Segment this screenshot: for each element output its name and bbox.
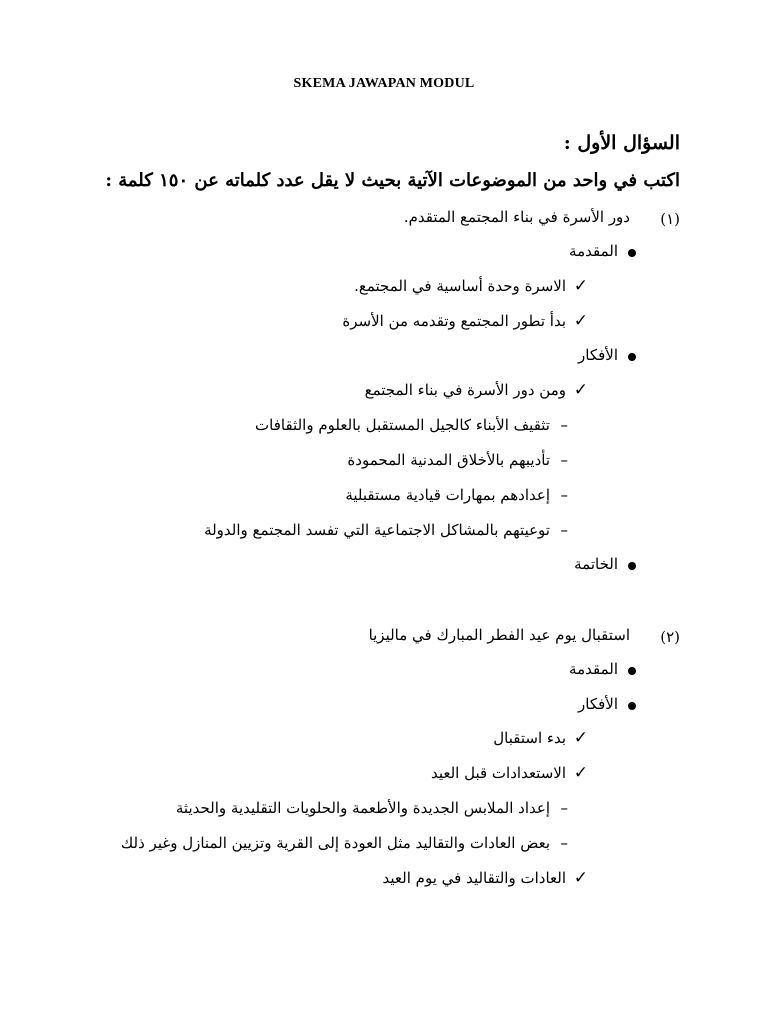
topic-1-intro-point-2: بدأ تطور المجتمع وتقدمه من الأسرة bbox=[342, 312, 566, 330]
topic-1-ideas-subpoint-1: تثقيف الأبناء كالجيل المستقبل بالعلوم والثقافات bbox=[255, 416, 550, 434]
topic-1-title: دور الأسرة في بناء المجتمع المتقدم. bbox=[403, 208, 630, 226]
topic-2-point-3: العادات والتقاليد في يوم العيد bbox=[382, 869, 566, 887]
dash-icon: – bbox=[560, 834, 568, 852]
dash-icon: – bbox=[560, 416, 568, 434]
topic-1-intro-point-1: الاسرة وحدة أساسية في المجتمع. bbox=[354, 277, 566, 295]
check-icon: ✓ bbox=[573, 311, 588, 331]
check-icon: ✓ bbox=[573, 868, 588, 888]
topic-2-subpoint-2: بعض العادات والتقاليد مثل العودة إلى القرية وتزيين المنازل وغير ذلك bbox=[120, 834, 550, 852]
bullet-icon bbox=[628, 562, 636, 570]
topic-1-ideas-point: ومن دور الأسرة في بناء المجتمع bbox=[364, 381, 566, 399]
topic-2-title: استقبال يوم عيد الفطر المبارك في ماليزيا bbox=[368, 626, 630, 644]
check-icon: ✓ bbox=[573, 763, 588, 783]
topic-2-point-1: بدء استقبال bbox=[493, 729, 566, 747]
topic-2-intro-label: المقدمة bbox=[569, 660, 618, 678]
bullet-icon bbox=[628, 702, 636, 710]
dash-icon: – bbox=[560, 451, 568, 469]
topic-2-number: (٢) bbox=[660, 628, 680, 646]
topic-1-ideas-label: الأفكار bbox=[578, 346, 618, 364]
bullet-icon bbox=[628, 667, 636, 675]
topic-2-point-2: الاستعدادات قبل العيد bbox=[430, 764, 566, 782]
topic-1-conclusion-label: الخاتمة bbox=[574, 555, 618, 573]
topic-2-subpoint-1: إعداد الملابس الجديدة والأطعمة والحلويات التقليدية والحديثة bbox=[175, 799, 550, 817]
topic-2-ideas-label: الأفكار bbox=[578, 695, 618, 713]
bullet-icon bbox=[628, 249, 636, 257]
topic-1-ideas-subpoint-2: تأديبهم بالأخلاق المدنية المحمودة bbox=[347, 451, 550, 469]
dash-icon: – bbox=[560, 799, 568, 817]
topic-1-number: (١) bbox=[660, 210, 680, 228]
question-heading: السؤال الأول : bbox=[563, 132, 680, 154]
topic-1-ideas-subpoint-4: توعيتهم بالمشاكل الاجتماعية التي تفسد المجتمع والدولة bbox=[204, 521, 550, 539]
topic-1-ideas-subpoint-3: إعدادهم بمهارات قيادية مستقبلية bbox=[345, 486, 550, 504]
check-icon: ✓ bbox=[573, 728, 588, 748]
bullet-icon bbox=[628, 353, 636, 361]
dash-icon: – bbox=[560, 521, 568, 539]
topic-1-intro-label: المقدمة bbox=[569, 242, 618, 260]
document-title: SKEMA JAWAPAN MODUL bbox=[293, 76, 475, 91]
dash-icon: – bbox=[560, 486, 568, 504]
check-icon: ✓ bbox=[573, 380, 588, 400]
check-icon: ✓ bbox=[573, 276, 588, 296]
instruction-text: اكتب في واحد من الموضوعات الآتية بحيث لا يقل عدد كلماته عن ١٥٠ كلمة : bbox=[105, 170, 680, 191]
